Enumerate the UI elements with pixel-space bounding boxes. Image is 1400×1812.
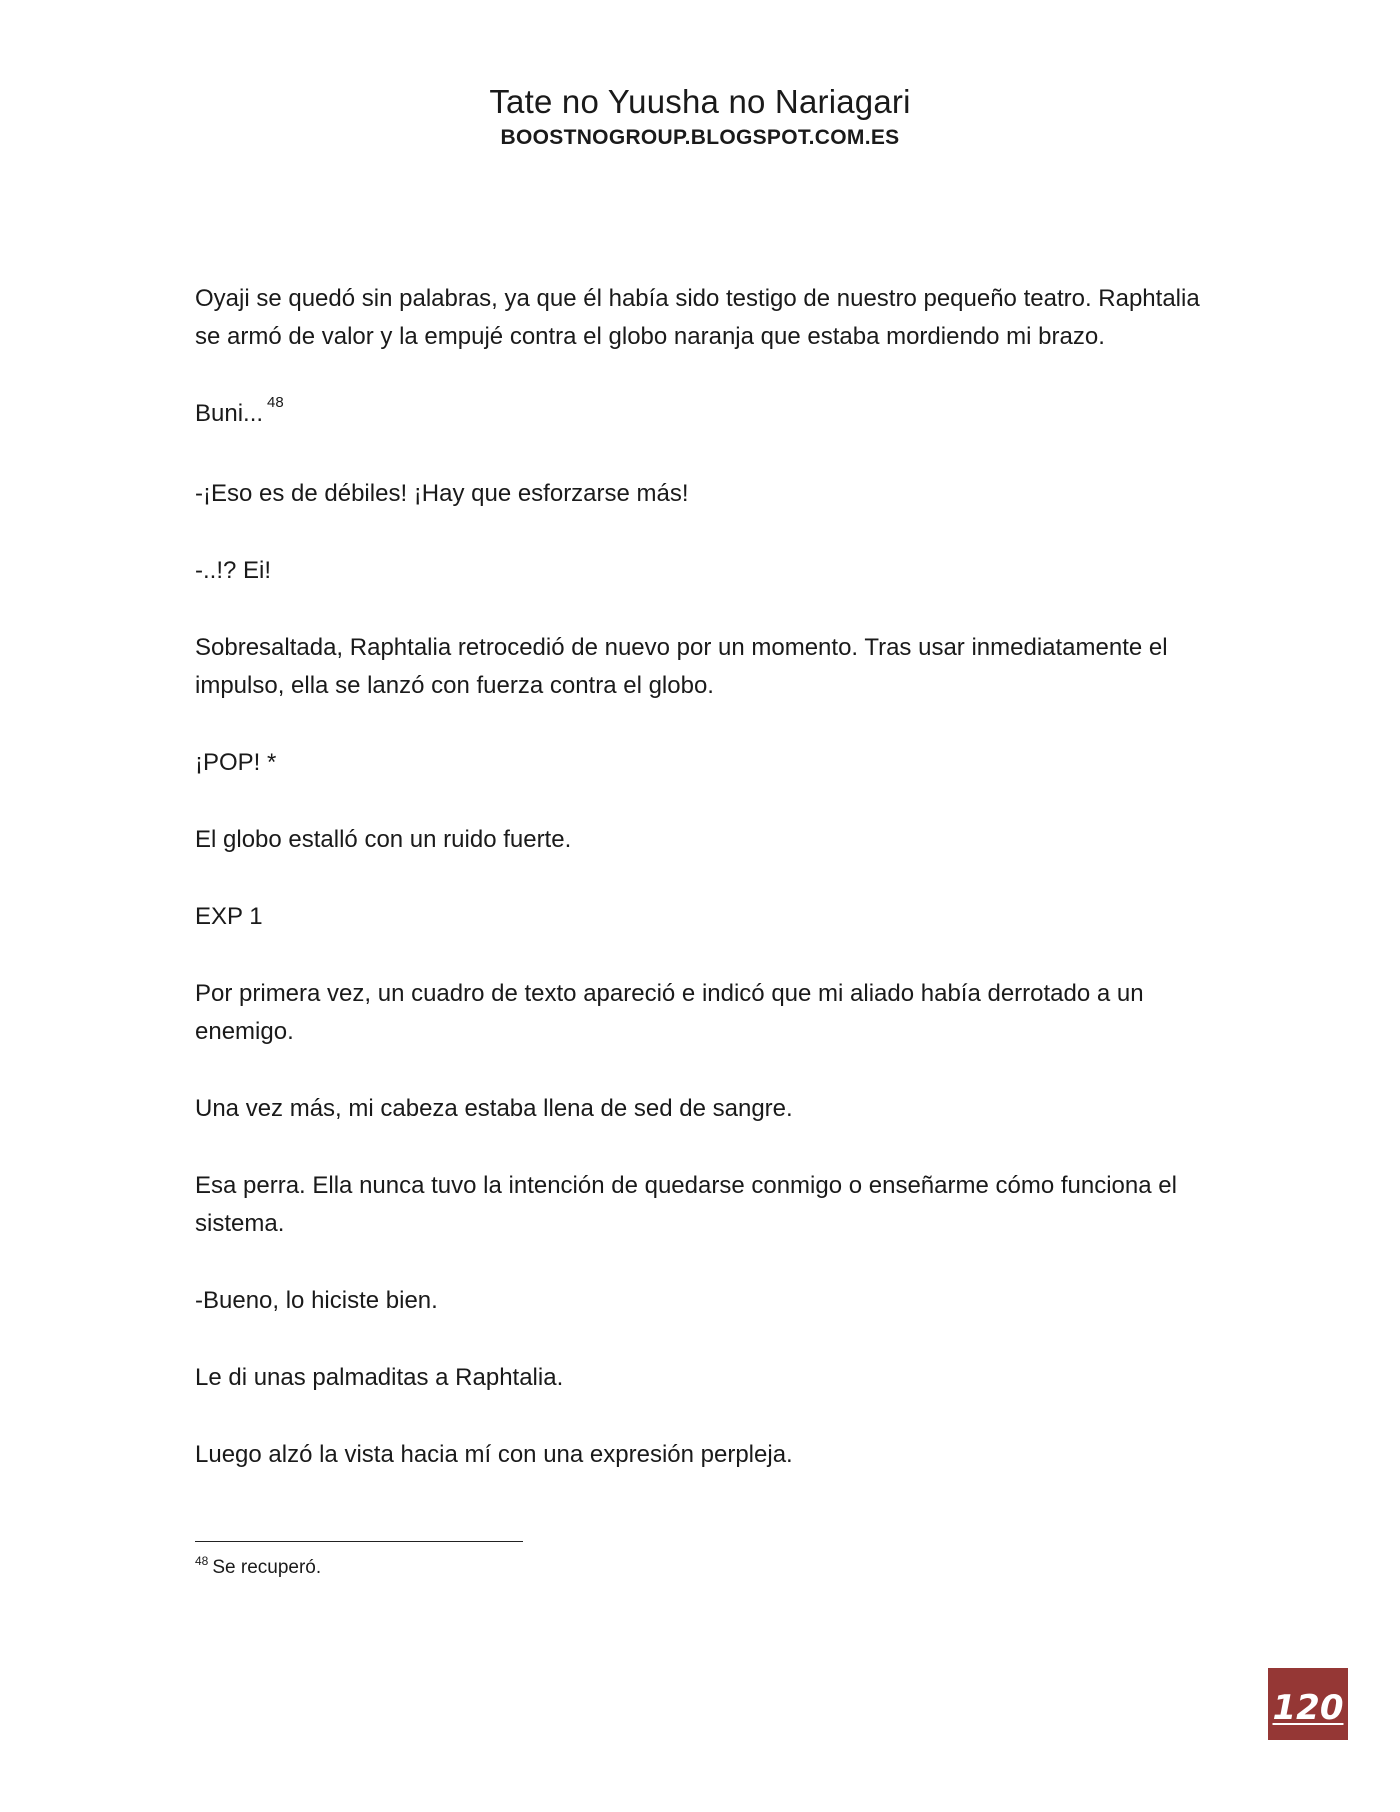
- page-number-badge: [1268, 1668, 1348, 1740]
- paragraph: Por primera vez, un cuadro de texto apareció e indicó que mi aliado había derrotado a un enemigo.: [195, 980, 1144, 1045]
- footnote-text: Se recuperó.: [212, 1557, 322, 1578]
- paragraph: Sobresaltada, Raphtalia retrocedió de nuevo por un momento. Tras usar inmediatamente el impulso, ella se lanzó con fuerza contra el globo.: [195, 634, 1168, 699]
- paragraph: Luego alzó la vista hacia mí con una expresión perpleja.: [195, 1441, 793, 1468]
- paragraph-with-footnote: [195, 395, 1215, 436]
- paragraph: Oyaji se quedó sin palabras, ya que él había sido testigo de nuestro pequeño teatro. Raphtalia se armó de valor y la empujé contra el globo naranja que estaba mordiendo mi brazo.: [195, 285, 1200, 350]
- document-title: Tate no Yuusha no Nariagari: [489, 83, 911, 120]
- page-header: [0, 82, 1400, 152]
- document-subtitle: BOOSTNOGROUP.BLOGSPOT.COM.ES: [500, 126, 900, 149]
- paragraph: Le di unas palmaditas a Raphtalia.: [195, 1364, 564, 1391]
- paragraph: Esa perra. Ella nunca tuvo la intención de quedarse conmigo o enseñarme cómo funciona el sistema.: [195, 1172, 1177, 1237]
- paragraph: ¡POP! *: [195, 749, 277, 776]
- paragraph: -Bueno, lo hiciste bien.: [195, 1287, 438, 1314]
- paragraph: EXP 1: [195, 903, 263, 930]
- paragraph-text: Buni...: [195, 400, 264, 427]
- footnote-number: 48: [195, 1554, 209, 1568]
- page-number: 120: [1272, 1688, 1344, 1728]
- paragraph: El globo estalló con un ruido fuerte.: [195, 826, 572, 853]
- paragraph: -¡Eso es de débiles! ¡Hay que esforzarse más!: [195, 480, 689, 507]
- footnote: [195, 1555, 321, 1582]
- paragraph: -..!? Ei!: [195, 557, 272, 584]
- footnote-reference: 48: [267, 394, 284, 411]
- paragraph: Una vez más, mi cabeza estaba llena de sed de sangre.: [195, 1095, 793, 1122]
- footnote-divider: [195, 1541, 523, 1542]
- body-text: [195, 280, 1215, 1513]
